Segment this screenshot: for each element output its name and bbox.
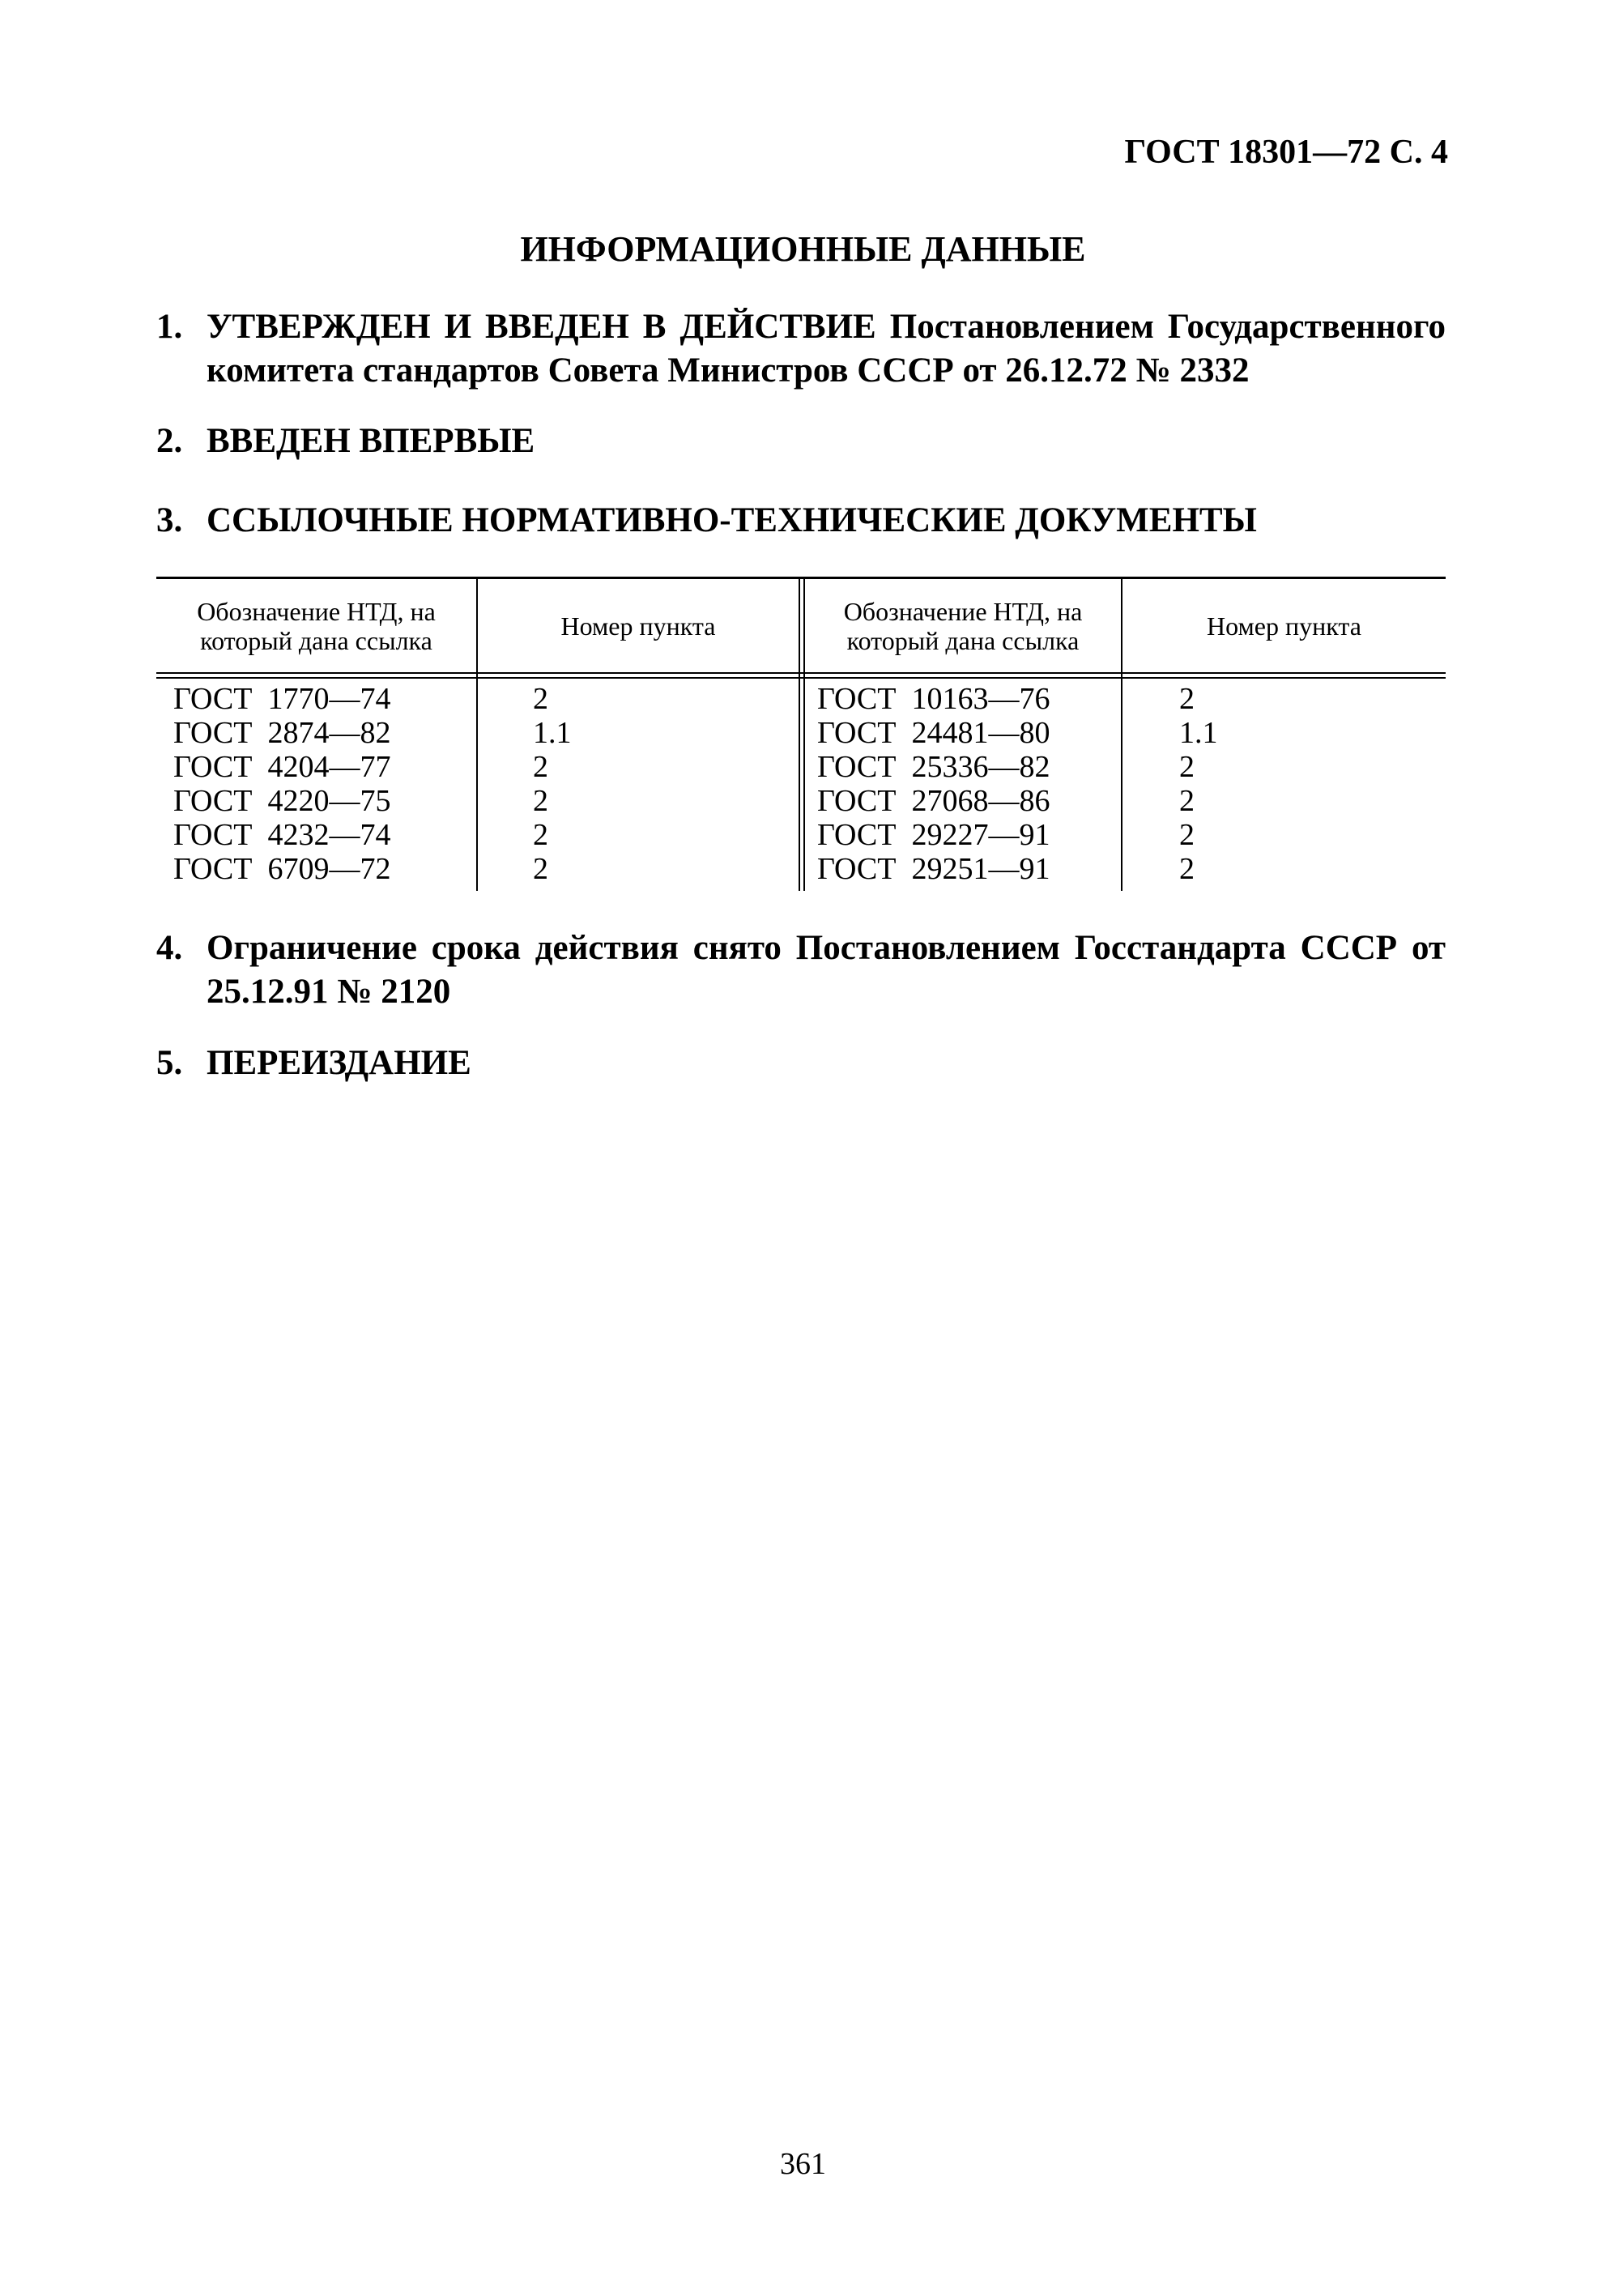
item-text: ССЫЛОЧНЫЕ НОРМАТИВНО-ТЕХНИЧЕСКИЕ ДОКУМЕНТЫ — [207, 501, 1257, 539]
table-cell-document: ГОСТ 4232—74 — [173, 818, 391, 852]
table-cell-document: ГОСТ 10163—76 — [817, 682, 1050, 716]
left-document-column — [173, 682, 391, 886]
table-cell-clause: 2 — [1179, 682, 1195, 716]
table-cell-clause: 2 — [533, 784, 548, 818]
item-number: 3. — [156, 501, 183, 539]
table-cell-document: ГОСТ 4204—77 — [173, 750, 391, 784]
table-cell-document: ГОСТ 6709—72 — [173, 852, 391, 886]
reference-documents-table — [156, 577, 1446, 891]
table-header-rule — [156, 677, 1446, 679]
item-number: 4. — [156, 929, 183, 967]
table-cell-clause: 2 — [1179, 750, 1195, 784]
item-number: 5. — [156, 1044, 183, 1082]
table-header-clause: Номер пункта — [560, 611, 716, 641]
table-cell-clause: 1.1 — [1179, 716, 1218, 750]
table-cell-clause: 2 — [533, 818, 548, 852]
table-cell-document: ГОСТ 1770—74 — [173, 682, 391, 716]
item-text: ВВЕДЕН ВПЕРВЫЕ — [207, 422, 535, 460]
table-header-document: Обозначение НТД, на который дана ссылка — [197, 596, 436, 655]
table-cell-document: ГОСТ 27068—86 — [817, 784, 1050, 818]
table-cell-clause: 1.1 — [533, 716, 572, 750]
table-cell-clause: 2 — [1179, 784, 1195, 818]
item-text: Ограничение срока действия снято Постановлением Госстандарта СССР от 25.12.91 № 2120 — [207, 929, 1446, 1011]
table-cell-clause: 2 — [533, 750, 548, 784]
right-document-column — [817, 682, 1050, 886]
item-text: ПЕРЕИЗДАНИЕ — [207, 1044, 471, 1082]
table-cell-document: ГОСТ 2874—82 — [173, 716, 391, 750]
table-cell-document: ГОСТ 25336—82 — [817, 750, 1050, 784]
info-item-1 — [156, 305, 1446, 393]
table-header-document: Обозначение НТД, на который дана ссылка — [843, 596, 1083, 655]
table-cell-clause: 2 — [533, 852, 548, 886]
table-cell-document: ГОСТ 29251—91 — [817, 852, 1050, 886]
info-item-5 — [156, 1042, 1446, 1085]
table-cell-document: ГОСТ 24481—80 — [817, 716, 1050, 750]
item-number: 1. — [156, 308, 183, 346]
table-cell-clause: 2 — [533, 682, 548, 716]
table-cell-document: ГОСТ 4220—75 — [173, 784, 391, 818]
table-header-rule — [156, 672, 1446, 674]
table-cell-document: ГОСТ 29227—91 — [817, 818, 1050, 852]
table-cell-clause: 2 — [1179, 818, 1195, 852]
info-item-4 — [156, 926, 1446, 1014]
item-text: УТВЕРЖДЕН И ВВЕДЕН В ДЕЙСТВИЕ Постановлением Государственного комитета стандартов Совета Министров СССР от 26.12.72 № 2332 — [207, 308, 1446, 390]
document-code: ГОСТ 18301—72 С. 4 — [1124, 134, 1448, 171]
table-header-clause: Номер пункта — [1207, 611, 1361, 641]
info-item-3 — [156, 499, 1446, 543]
table-cell-clause: 2 — [1179, 852, 1195, 886]
item-number: 2. — [156, 422, 183, 460]
left-clause-column — [533, 682, 572, 886]
section-title: ИНФОРМАЦИОННЫЕ ДАННЫЕ — [520, 229, 1086, 269]
info-item-2 — [156, 420, 1446, 463]
page-number: 361 — [780, 2147, 826, 2181]
table-double-divider — [799, 577, 800, 891]
right-clause-column — [1179, 682, 1218, 886]
